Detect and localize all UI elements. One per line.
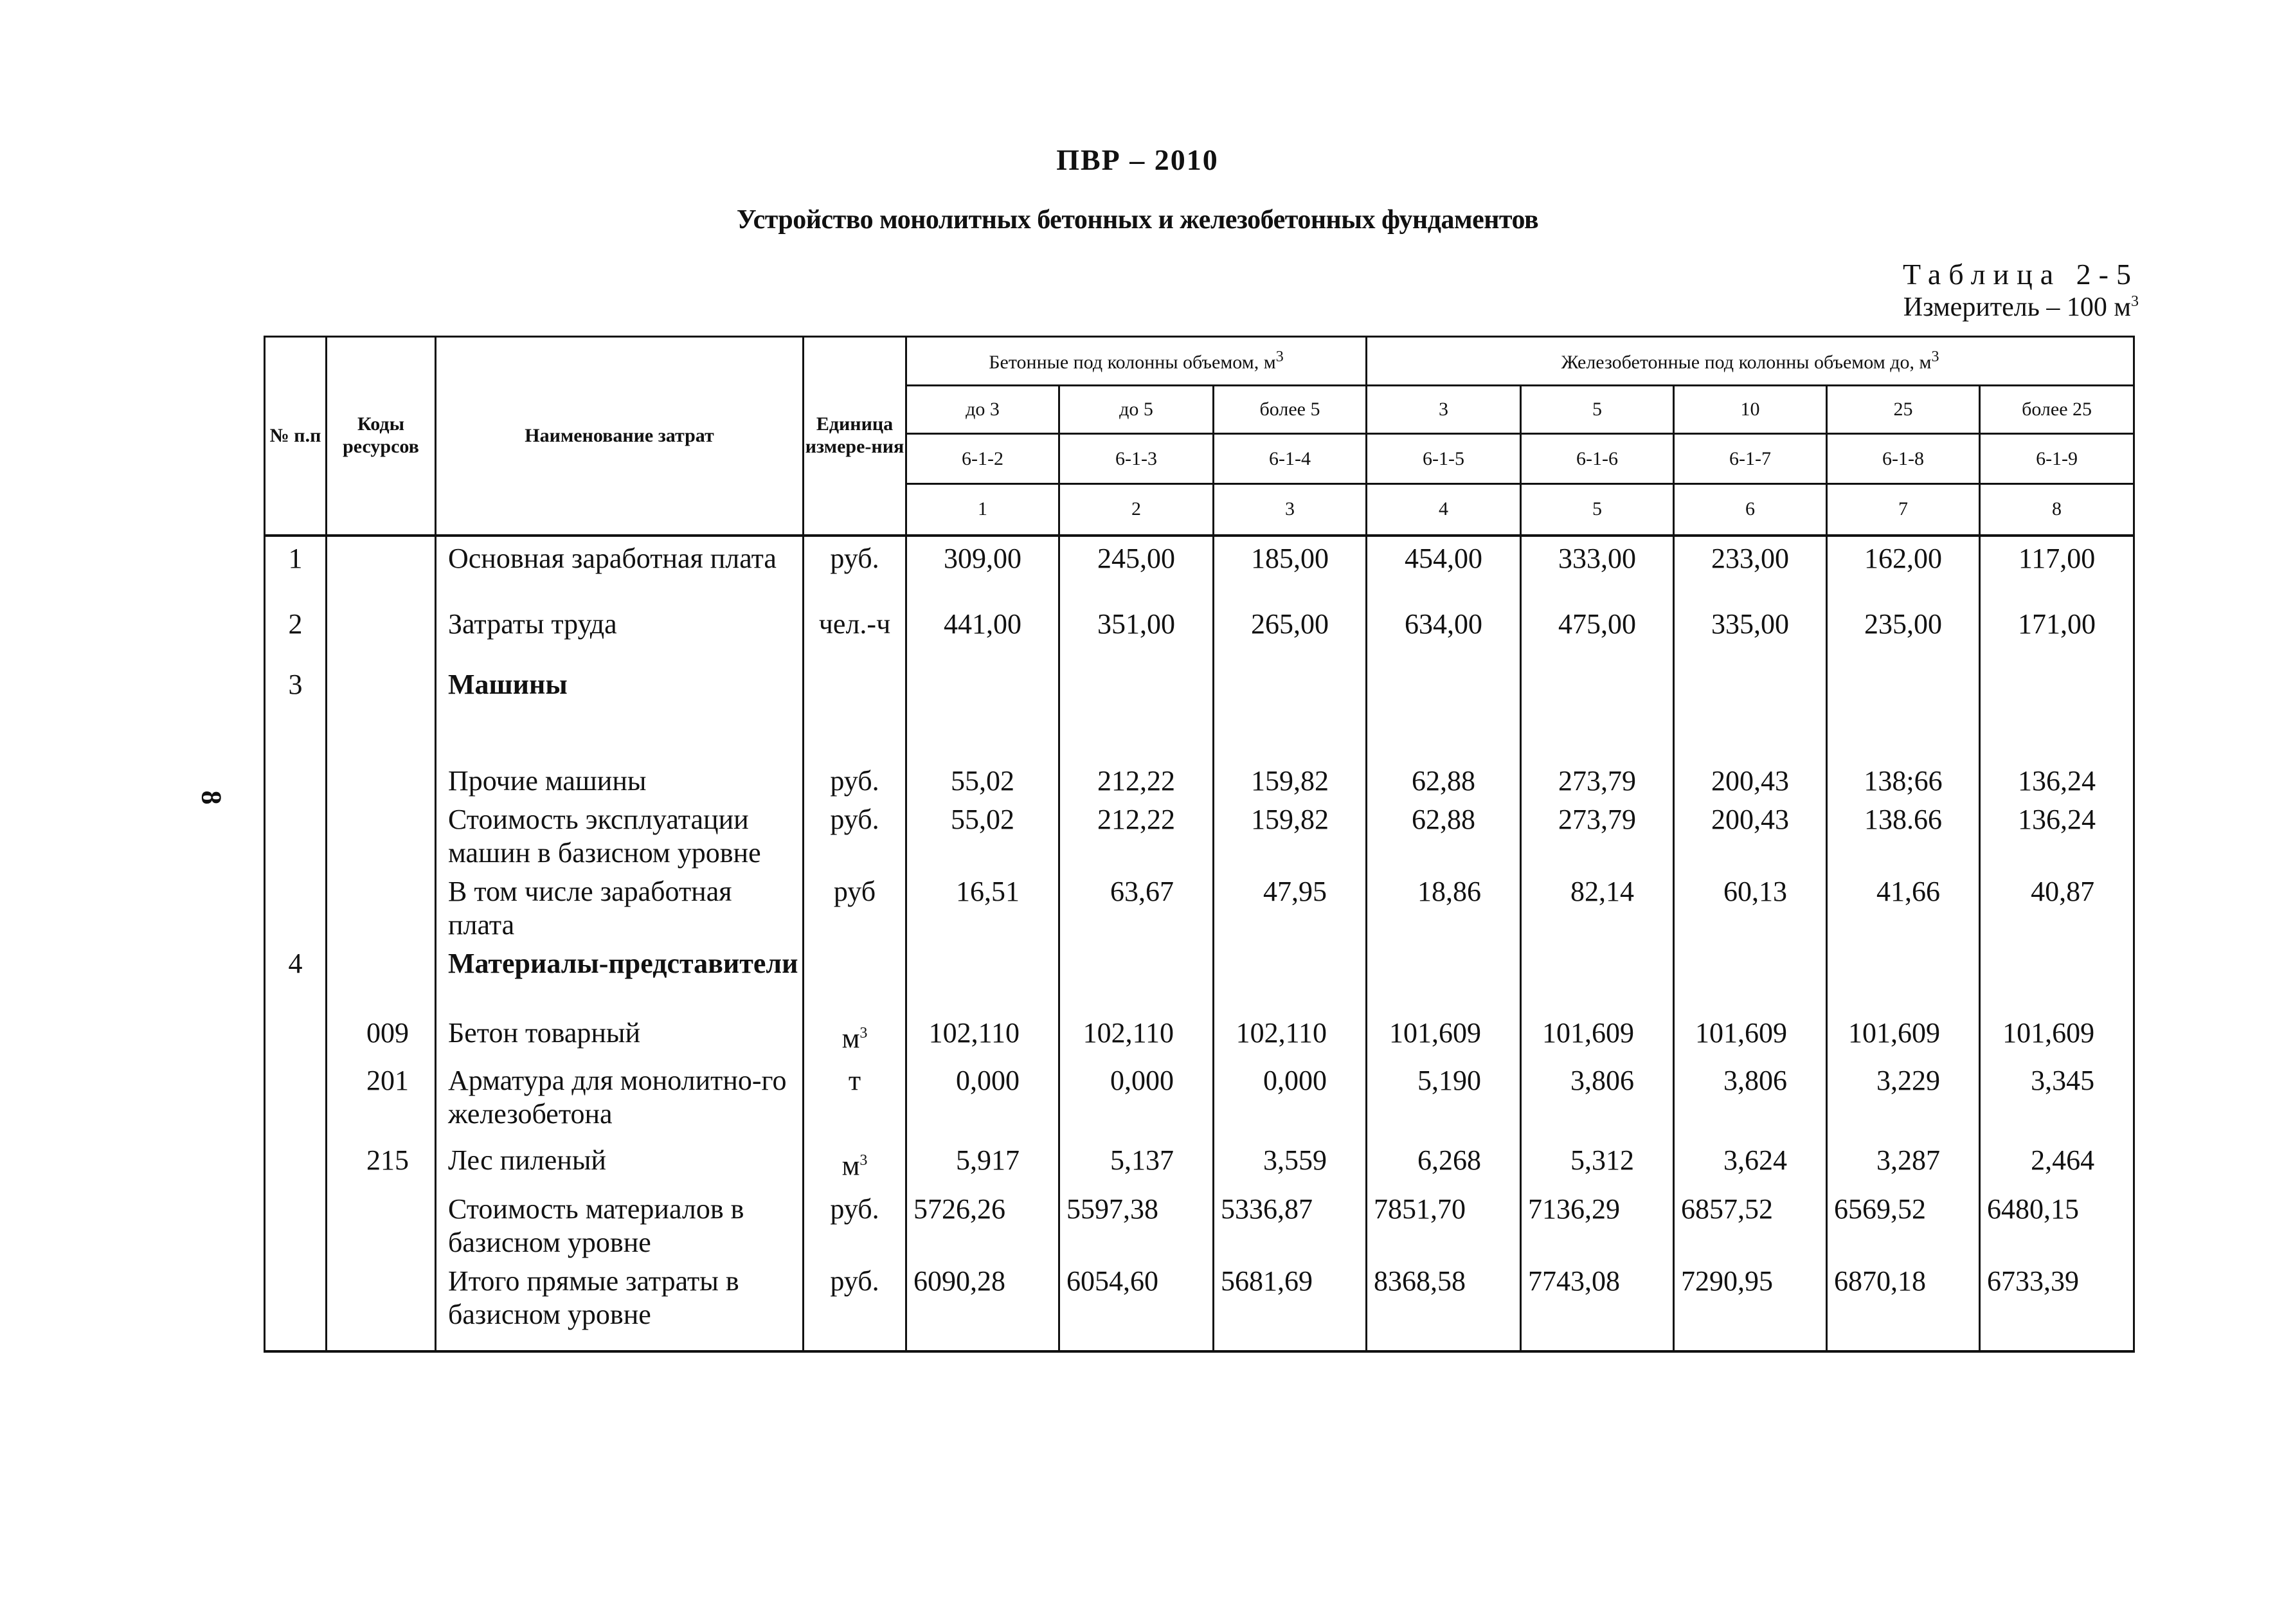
cell-value	[1827, 663, 1980, 759]
cell-value	[1521, 942, 1674, 1011]
cell-value: 5,312	[1521, 1139, 1674, 1187]
cell-value	[1980, 663, 2134, 759]
cell-value: 102,110	[906, 1011, 1059, 1059]
cell-value: 55,02	[906, 798, 1059, 870]
table-row	[265, 1259, 2134, 1331]
cell-value: 16,51	[906, 870, 1059, 942]
cell-value: 5,917	[906, 1139, 1059, 1187]
cell-value: 0,000	[1214, 1059, 1367, 1139]
cell-value	[1367, 942, 1521, 1011]
table-row	[265, 942, 2134, 1011]
cell-unit	[804, 942, 906, 1011]
cell-value: 3,559	[1214, 1139, 1367, 1187]
cell-value	[1214, 942, 1367, 1011]
cell-value: 441,00	[906, 602, 1059, 663]
cell-value	[906, 663, 1059, 759]
header-name: Наименование затрат	[436, 337, 804, 536]
cell-value: 117,00	[1980, 536, 2134, 602]
cell-value: 6870,18	[1827, 1259, 1980, 1331]
header-rate-code: 6-1-6	[1521, 434, 1674, 484]
cell-value: 171,00	[1980, 602, 2134, 663]
cell-value: 3,806	[1674, 1059, 1827, 1139]
cell-code	[327, 1259, 436, 1331]
header-size: более 25	[1980, 385, 2134, 434]
header-index: 6	[1674, 484, 1827, 536]
cell-value: 6733,39	[1980, 1259, 2134, 1331]
cell-name: Материалы-представители	[436, 942, 804, 1011]
cell-unit	[804, 870, 906, 942]
table-row	[265, 536, 2134, 602]
cell-value: 18,86	[1367, 870, 1521, 942]
header-size: более 5	[1214, 385, 1367, 434]
header-size: 5	[1521, 385, 1674, 434]
cell-name: Арматура для монолитно-го железобетона	[436, 1059, 804, 1139]
empty-cell	[327, 1331, 436, 1351]
cell-num	[265, 1059, 327, 1139]
cell-value: 454,00	[1367, 536, 1521, 602]
header-index: 7	[1827, 484, 1980, 536]
header-index: 4	[1367, 484, 1521, 536]
cell-value: 273,79	[1521, 759, 1674, 798]
cell-value: 102,110	[1214, 1011, 1367, 1059]
cell-value	[1059, 663, 1214, 759]
header-size: 25	[1827, 385, 1980, 434]
unit-text: м	[841, 1150, 860, 1182]
cell-value: 138;66	[1827, 759, 1980, 798]
cell-code	[327, 942, 436, 1011]
cell-value: 7743,08	[1521, 1259, 1674, 1331]
cell-value: 3,229	[1827, 1059, 1980, 1139]
cell-num: 4	[265, 942, 327, 1011]
cell-value: 63,67	[1059, 870, 1214, 942]
table-label: Таблица 2-5	[1902, 258, 2139, 291]
empty-cell	[1980, 1331, 2134, 1351]
cell-num: 1	[265, 536, 327, 602]
empty-cell	[1059, 1331, 1214, 1351]
cell-value: 159,82	[1214, 798, 1367, 870]
resource-table	[264, 336, 2135, 1353]
cell-name: Стоимость эксплуатации машин в базисном уровне	[436, 798, 804, 870]
header-size: до 5	[1059, 385, 1214, 434]
header-size: 3	[1367, 385, 1521, 434]
cell-name: Прочие машины	[436, 759, 804, 798]
unit-text: руб.	[830, 1193, 879, 1225]
header-index: 3	[1214, 484, 1367, 536]
cell-value: 5681,69	[1214, 1259, 1367, 1331]
page-number: 8	[195, 790, 228, 805]
cell-unit	[804, 1139, 906, 1187]
cell-value: 62,88	[1367, 759, 1521, 798]
unit-superscript: 3	[859, 1024, 868, 1042]
cell-value: 6090,28	[906, 1259, 1059, 1331]
empty-cell	[1214, 1331, 1367, 1351]
cell-name: Итого прямые затраты в базисном уровне	[436, 1259, 804, 1331]
table-header	[265, 337, 2134, 536]
header-rate-code: 6-1-7	[1674, 434, 1827, 484]
cell-name: Основная заработная плата	[436, 536, 804, 602]
cell-value: 6569,52	[1827, 1187, 1980, 1259]
cell-value: 233,00	[1674, 536, 1827, 602]
cell-name: Стоимость материалов в базисном уровне	[436, 1187, 804, 1259]
table-row	[265, 1011, 2134, 1059]
cell-unit	[804, 1059, 906, 1139]
empty-cell	[1674, 1331, 1827, 1351]
unit-superscript: 3	[859, 1151, 868, 1169]
cell-code	[327, 870, 436, 942]
header-rate-code: 6-1-5	[1367, 434, 1521, 484]
unit-text: руб.	[830, 1265, 879, 1297]
header-rate-code: 6-1-3	[1059, 434, 1214, 484]
table-row	[265, 1059, 2134, 1139]
header-index: 1	[906, 484, 1059, 536]
header-index: 2	[1059, 484, 1214, 536]
cell-name: Лес пиленый	[436, 1139, 804, 1187]
empty-cell	[1521, 1331, 1674, 1351]
cell-value: 101,609	[1521, 1011, 1674, 1059]
cell-value: 212,22	[1059, 798, 1214, 870]
cell-value: 8368,58	[1367, 1259, 1521, 1331]
empty-cell	[1827, 1331, 1980, 1351]
empty-cell	[804, 1331, 906, 1351]
cell-value: 101,609	[1980, 1011, 2134, 1059]
table-row	[265, 602, 2134, 663]
cell-value: 5,190	[1367, 1059, 1521, 1139]
cell-value: 309,00	[906, 536, 1059, 602]
cell-unit	[804, 1187, 906, 1259]
cell-value	[1367, 663, 1521, 759]
cell-value	[1059, 942, 1214, 1011]
cell-num	[265, 1011, 327, 1059]
cell-value: 101,609	[1367, 1011, 1521, 1059]
measure-label: Измеритель – 100 $м^3$	[1903, 293, 2139, 322]
cell-num	[265, 870, 327, 942]
cell-num	[265, 798, 327, 870]
cell-value: 5726,26	[906, 1187, 1059, 1259]
empty-cell	[1367, 1331, 1521, 1351]
cell-value	[1827, 942, 1980, 1011]
header-codes: Коды ресурсов	[327, 337, 436, 536]
cell-code: 009	[327, 1011, 436, 1059]
cell-value: 634,00	[1367, 602, 1521, 663]
cell-name: В том числе заработная плата	[436, 870, 804, 942]
cell-value: 5336,87	[1214, 1187, 1367, 1259]
header-rate-code: 6-1-9	[1980, 434, 2134, 484]
table-row	[265, 663, 2134, 759]
cell-value: 185,00	[1214, 536, 1367, 602]
table-row	[265, 798, 2134, 870]
unit-text: т	[848, 1064, 861, 1096]
cell-num	[265, 759, 327, 798]
cell-value: 265,00	[1214, 602, 1367, 663]
header-size: до 3	[906, 385, 1059, 434]
cell-unit	[804, 759, 906, 798]
cell-name: Бетон товарный	[436, 1011, 804, 1059]
cell-value: 47,95	[1214, 870, 1367, 942]
header-rate-code: 6-1-4	[1214, 434, 1367, 484]
cell-code	[327, 759, 436, 798]
cell-unit	[804, 1259, 906, 1331]
unit-text: руб.	[830, 542, 879, 574]
header-rate-code: 6-1-8	[1827, 434, 1980, 484]
empty-cell	[436, 1331, 804, 1351]
cell-num: 2	[265, 602, 327, 663]
cell-unit	[804, 1011, 906, 1059]
cell-value: 3,345	[1980, 1059, 2134, 1139]
cell-value: 136,24	[1980, 759, 2134, 798]
cell-value: 6857,52	[1674, 1187, 1827, 1259]
cell-value: 2,464	[1980, 1139, 2134, 1187]
cell-value: 159,82	[1214, 759, 1367, 798]
cell-value: 3,287	[1827, 1139, 1980, 1187]
cell-value: 136,24	[1980, 798, 2134, 870]
cell-value: 351,00	[1059, 602, 1214, 663]
cell-value: 55,02	[906, 759, 1059, 798]
cell-unit	[804, 602, 906, 663]
cell-value: 200,43	[1674, 759, 1827, 798]
cell-code	[327, 1187, 436, 1259]
unit-text: м	[841, 1022, 860, 1054]
unit-text: чел.-ч	[818, 608, 891, 640]
cell-value: 7136,29	[1521, 1187, 1674, 1259]
cell-value	[1214, 663, 1367, 759]
cell-value: 41,66	[1827, 870, 1980, 942]
table-filler-row	[265, 1331, 2134, 1351]
cell-value: 138.66	[1827, 798, 1980, 870]
cell-value: 7851,70	[1367, 1187, 1521, 1259]
cell-value: 62,88	[1367, 798, 1521, 870]
cell-value: 101,609	[1674, 1011, 1827, 1059]
cell-value: 7290,95	[1674, 1259, 1827, 1331]
unit-text: руб.	[830, 803, 879, 835]
document-subtitle: Устройство монолитных бетонных и железобетонных фундаментов	[736, 205, 1539, 235]
header-group-concrete: Бетонные под колонны объемом, $м^3$	[906, 337, 1367, 386]
cell-code: 201	[327, 1059, 436, 1139]
cell-unit	[804, 798, 906, 870]
cell-value	[1521, 663, 1674, 759]
cell-value	[1674, 663, 1827, 759]
empty-cell	[265, 1331, 327, 1351]
cell-value: 82,14	[1521, 870, 1674, 942]
cell-value: 6,268	[1367, 1139, 1521, 1187]
cell-value: 101,609	[1827, 1011, 1980, 1059]
cell-value: 235,00	[1827, 602, 1980, 663]
cell-value	[906, 942, 1059, 1011]
cell-name: Затраты труда	[436, 602, 804, 663]
cell-value: 162,00	[1827, 536, 1980, 602]
cell-value: 3,806	[1521, 1059, 1674, 1139]
header-index: 5	[1521, 484, 1674, 536]
cell-code	[327, 602, 436, 663]
cell-code	[327, 536, 436, 602]
cell-value: 6054,60	[1059, 1259, 1214, 1331]
table-row	[265, 870, 2134, 942]
table-row	[265, 759, 2134, 798]
cell-value: 60,13	[1674, 870, 1827, 942]
table-row	[265, 1187, 2134, 1259]
document-title: ПВР – 2010	[1056, 143, 1219, 176]
cell-code	[327, 663, 436, 759]
table-body	[265, 536, 2134, 1351]
cell-value: 245,00	[1059, 536, 1214, 602]
cell-value: 0,000	[1059, 1059, 1214, 1139]
unit-text: руб	[833, 875, 876, 907]
cell-num	[265, 1139, 327, 1187]
cell-num	[265, 1187, 327, 1259]
header-num: № п.п	[265, 337, 327, 536]
header-rate-code: 6-1-2	[906, 434, 1059, 484]
header-size: 10	[1674, 385, 1827, 434]
cell-value: 3,624	[1674, 1139, 1827, 1187]
table-row	[265, 1139, 2134, 1187]
unit-text: руб.	[830, 764, 879, 797]
header-group-reinforced: Железобетонные под колонны объемом до, $м^3$	[1367, 337, 2134, 386]
header-index: 8	[1980, 484, 2134, 536]
cell-value: 5597,38	[1059, 1187, 1214, 1259]
cell-value: 0,000	[906, 1059, 1059, 1139]
cell-code: 215	[327, 1139, 436, 1187]
cell-value	[1980, 942, 2134, 1011]
cell-num: 3	[265, 663, 327, 759]
cell-value: 475,00	[1521, 602, 1674, 663]
cell-value: 273,79	[1521, 798, 1674, 870]
cell-value: 335,00	[1674, 602, 1827, 663]
cell-value: 200,43	[1674, 798, 1827, 870]
cell-value: 333,00	[1521, 536, 1674, 602]
cell-value: 5,137	[1059, 1139, 1214, 1187]
header-unit: Единица измере-ния	[804, 337, 906, 536]
cell-code	[327, 798, 436, 870]
cell-value	[1674, 942, 1827, 1011]
empty-cell	[906, 1331, 1059, 1351]
cell-num	[265, 1259, 327, 1331]
cell-unit	[804, 536, 906, 602]
cell-value: 40,87	[1980, 870, 2134, 942]
cell-name: Машины	[436, 663, 804, 759]
cell-value: 212,22	[1059, 759, 1214, 798]
cell-value: 6480,15	[1980, 1187, 2134, 1259]
cell-value: 102,110	[1059, 1011, 1214, 1059]
cell-unit	[804, 663, 906, 759]
